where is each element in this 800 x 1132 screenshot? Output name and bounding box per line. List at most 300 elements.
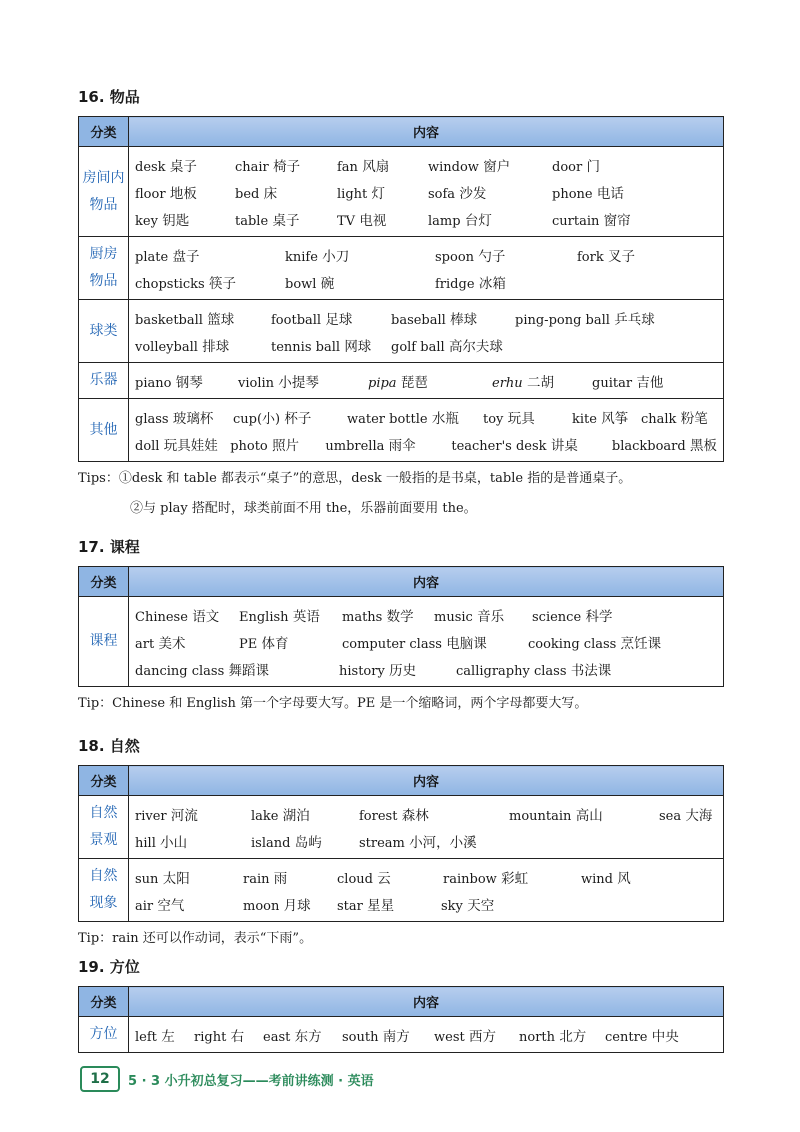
vocab-english: teacher's desk (451, 438, 547, 454)
vocab-row (135, 331, 717, 358)
vocab-english: erhu (492, 375, 523, 391)
vocab-item (428, 209, 552, 229)
vocab-english: rain (243, 871, 270, 887)
vocab-item (435, 272, 506, 292)
vocab-chinese: 天空 (467, 897, 495, 914)
vocab-item (135, 155, 235, 175)
vocab-english: plate (135, 249, 169, 265)
vocab-english: centre (605, 1029, 648, 1045)
vocab-item (577, 245, 635, 265)
vocab-item (434, 1025, 519, 1045)
vocab-item (135, 632, 239, 652)
vocab-item (251, 804, 359, 824)
vocab-item (271, 335, 391, 355)
vocab-english: door (552, 159, 583, 175)
vocab-english: floor (135, 186, 166, 202)
vocab-english: music (434, 609, 473, 625)
vocab-english: south (342, 1029, 379, 1045)
vocab-chinese: 篮球 (207, 311, 235, 328)
vocab-chinese: 森林 (401, 807, 429, 824)
vocab-chinese: 彩虹 (501, 870, 529, 887)
vocab-english: north (519, 1029, 556, 1045)
vocab-english: basketball (135, 312, 203, 328)
vocab-item (519, 1025, 605, 1045)
vocab-chinese: 吉他 (636, 374, 664, 391)
content-cell (129, 399, 724, 462)
vocab-chinese: 门 (586, 158, 600, 175)
vocab-chinese: 音乐 (477, 608, 505, 625)
vocab-item (263, 1025, 342, 1045)
vocab-item (641, 407, 708, 427)
vocab-item (515, 308, 655, 328)
category-cell (79, 363, 129, 399)
tip-text: Tip：Chinese 和 English 第一个字母要大写。PE 是一个缩略词，两个字母都要大写。 (78, 696, 588, 711)
vocab-chinese: 粉笔 (680, 410, 708, 427)
vocab-item (135, 407, 233, 427)
vocab-english: blackboard (611, 438, 686, 454)
vocab-chinese: 椅子 (273, 158, 301, 175)
vocab-english: photo (230, 438, 268, 454)
vocab-english: water bottle (347, 411, 428, 427)
vocab-chinese: 排球 (202, 338, 230, 355)
table-row (79, 796, 724, 859)
vocab-item (230, 434, 325, 454)
vocab-english: TV (337, 213, 356, 229)
vocab-item (235, 155, 337, 175)
vocab-item (135, 605, 239, 625)
vocab-item (581, 867, 631, 887)
vocab-chinese: 叉子 (608, 248, 636, 265)
vocab-item (194, 1025, 263, 1045)
section-courses (78, 536, 724, 717)
content-cell (129, 300, 724, 363)
vocab-row (135, 827, 717, 854)
vocab-english: knife (285, 249, 318, 265)
footer-book-title: 5 · 3 小升初总复习——考前讲练测 · 英语 (128, 1073, 374, 1089)
vocab-item (135, 308, 271, 328)
vocab-item (492, 371, 592, 391)
vocab-english: history (339, 663, 385, 679)
vocab-chinese: 数学 (386, 608, 414, 625)
table-row (79, 237, 724, 300)
vocab-english: fan (337, 159, 358, 175)
vocab-chinese: 月球 (283, 897, 311, 914)
vocab-item (552, 155, 600, 175)
vocab-english: golf ball (391, 339, 445, 355)
vocab-chinese: 乒乓球 (614, 311, 655, 328)
vocab-chinese: 小提琴 (278, 374, 319, 391)
vocab-item (135, 245, 285, 265)
section-title: 19. 方位 (78, 958, 140, 976)
vocab-row (135, 628, 717, 655)
vocab-chinese: 英语 (292, 608, 320, 625)
table-row (79, 859, 724, 922)
category-label: 物品 (89, 273, 118, 289)
vocab-item (251, 831, 359, 851)
vocab-english: Chinese (135, 609, 188, 625)
header-content: 内容 (129, 117, 724, 147)
table-row (79, 399, 724, 462)
vocab-chinese: 钢琴 (175, 374, 203, 391)
vocab-item (337, 867, 443, 887)
vocab-chinese: 河流 (170, 807, 198, 824)
category-cell (79, 237, 129, 300)
vocab-chinese: 西方 (469, 1028, 497, 1045)
vocab-item (135, 434, 230, 454)
vocab-item (271, 308, 391, 328)
category-cell (79, 1017, 129, 1053)
vocab-chinese: 照片 (272, 437, 300, 454)
vocab-chinese: 冰箱 (478, 275, 506, 292)
vocab-row (135, 403, 717, 430)
vocab-item (359, 831, 477, 851)
vocab-item (342, 1025, 434, 1045)
vocab-chinese: 左 (161, 1028, 175, 1045)
vocab-chinese: 岛屿 (294, 834, 322, 851)
vocab-item (483, 407, 572, 427)
category-cell (79, 300, 129, 363)
vocab-chinese: 小河，小溪 (409, 834, 477, 851)
header-content: 内容 (129, 567, 724, 597)
vocab-english: violin (238, 375, 275, 391)
content-cell (129, 796, 724, 859)
header-category: 分类 (79, 117, 129, 147)
vocab-chinese: 杯子 (284, 410, 312, 427)
vocab-english: sky (441, 898, 463, 914)
vocab-item (233, 407, 347, 427)
vocab-table (78, 986, 724, 1053)
vocab-english: kite (572, 411, 597, 427)
vocab-english: volleyball (135, 339, 198, 355)
vocab-item (243, 894, 337, 914)
vocab-item (135, 894, 243, 914)
vocab-chinese: 棒球 (450, 311, 478, 328)
vocab-item (428, 155, 552, 175)
header-content: 内容 (129, 766, 724, 796)
vocab-row (135, 367, 717, 394)
vocab-item (659, 804, 712, 824)
vocab-row (135, 268, 717, 295)
vocab-item (285, 272, 435, 292)
tip-text: Tip：rain 还可以作动词，表示“下雨”。 (78, 931, 313, 946)
vocab-chinese: 玻璃杯 (172, 410, 214, 427)
vocab-english: computer class (342, 636, 442, 652)
table-row (79, 1017, 724, 1053)
category-label: 厨房 (89, 246, 118, 262)
vocab-chinese: 烹饪课 (620, 635, 662, 652)
vocab-row (135, 151, 717, 178)
vocab-english: key (135, 213, 158, 229)
vocab-chinese: 窗帘 (603, 212, 631, 229)
section-items (78, 86, 724, 522)
section-title: 17. 课程 (78, 538, 140, 556)
category-cell (79, 796, 129, 859)
vocab-row (135, 241, 717, 268)
vocab-chinese: 风扇 (362, 158, 390, 175)
vocab-english: bed (235, 186, 260, 202)
vocab-english: chalk (641, 411, 677, 427)
vocab-item (391, 308, 515, 328)
vocab-chinese: 中央 (651, 1028, 679, 1045)
vocab-chinese: 体育 (261, 635, 289, 652)
vocab-item (337, 155, 428, 175)
vocab-chinese: 太阳 (162, 870, 190, 887)
vocab-english: bowl (285, 276, 317, 292)
vocab-chinese: 科学 (585, 608, 613, 625)
vocab-item (342, 632, 528, 652)
vocab-chinese: 勺子 (478, 248, 506, 265)
vocab-english: desk (135, 159, 166, 175)
vocab-row (135, 304, 717, 331)
vocab-english: sea (659, 808, 682, 824)
vocab-chinese: 玩具 (507, 410, 535, 427)
content-cell (129, 237, 724, 300)
vocab-chinese: 风筝 (601, 410, 629, 427)
vocab-english: glass (135, 411, 169, 427)
vocab-item (135, 272, 285, 292)
vocab-chinese: 地板 (169, 185, 197, 202)
vocab-item (337, 182, 428, 202)
vocab-english: ping-pong ball (515, 312, 610, 328)
vocab-chinese: 琵琶 (400, 374, 428, 391)
tip-text: Tips：①desk 和 table 都表示“桌子”的意思，desk 一般指的是书桌，table 指的是普通桌子。 (78, 471, 632, 486)
category-label: 物品 (89, 196, 118, 213)
vocab-chinese: 桌子 (169, 158, 197, 175)
vocab-chinese: 讲桌 (550, 437, 578, 454)
section-title: 18. 自然 (78, 737, 140, 755)
vocab-item (552, 182, 624, 202)
header-category: 分类 (79, 567, 129, 597)
vocab-chinese: 窗户 (483, 158, 511, 175)
vocab-chinese: 美术 (158, 635, 186, 652)
vocab-english: star (337, 898, 363, 914)
vocab-chinese: 钥匙 (162, 212, 190, 229)
vocab-row (135, 800, 717, 827)
vocab-chinese: 舞蹈课 (228, 662, 270, 679)
vocab-chinese: 沙发 (459, 185, 487, 202)
vocab-chinese: 雨 (273, 870, 288, 887)
vocab-row (135, 1021, 717, 1048)
vocab-item (235, 209, 337, 229)
vocab-english: moon (243, 898, 280, 914)
vocab-item (285, 245, 435, 265)
vocab-english: pipa (368, 375, 397, 391)
vocab-table (78, 566, 724, 687)
vocab-english: spoon (435, 249, 475, 265)
vocab-item (552, 209, 631, 229)
vocab-row (135, 601, 717, 628)
vocab-chinese: 盘子 (172, 248, 200, 265)
vocab-english: west (434, 1029, 465, 1045)
content-cell (129, 1017, 724, 1053)
vocab-english: hill (135, 835, 156, 851)
vocab-item (359, 804, 509, 824)
vocab-english: umbrella (325, 438, 385, 454)
page-number: 12 (80, 1066, 120, 1092)
vocab-english: mountain (509, 808, 572, 824)
vocab-english: lamp (428, 213, 461, 229)
table-row (79, 147, 724, 237)
category-label: 方位 (89, 1026, 118, 1042)
vocab-english: tennis ball (271, 339, 341, 355)
vocab-table (78, 765, 724, 922)
vocab-chinese: 南方 (382, 1028, 410, 1045)
vocab-item (337, 894, 441, 914)
vocab-english: light (337, 186, 368, 202)
vocab-english: window (428, 159, 479, 175)
vocab-item (135, 209, 235, 229)
vocab-item (509, 804, 659, 824)
vocab-item (135, 1025, 194, 1045)
category-label: 球类 (89, 322, 118, 339)
vocab-chinese: 湖泊 (282, 807, 310, 824)
header-content: 内容 (129, 987, 724, 1017)
vocab-chinese: 高山 (575, 807, 603, 824)
vocab-item (135, 182, 235, 202)
vocab-english: PE (239, 636, 258, 652)
vocab-chinese: 足球 (325, 311, 353, 328)
vocab-english: fork (577, 249, 604, 265)
header-category: 分类 (79, 766, 129, 796)
vocab-item (235, 182, 337, 202)
vocab-item (532, 605, 612, 625)
vocab-english: maths (342, 609, 383, 625)
vocab-chinese: 玩具娃娃 (163, 437, 218, 454)
content-cell (129, 859, 724, 922)
header-category: 分类 (79, 987, 129, 1017)
vocab-english: east (263, 1029, 291, 1045)
vocab-row (135, 863, 717, 890)
vocab-chinese: 桌子 (272, 212, 300, 229)
vocab-english: wind (581, 871, 613, 887)
vocab-chinese: 二胡 (526, 374, 554, 391)
vocab-chinese: 历史 (389, 662, 417, 679)
section-directions (78, 956, 724, 1053)
vocab-item (342, 605, 434, 625)
vocab-row (135, 655, 717, 682)
category-label: 自然 (89, 805, 118, 821)
vocab-item (391, 335, 503, 355)
vocab-english: science (532, 609, 582, 625)
vocab-english: phone (552, 186, 593, 202)
vocab-chinese: 水瓶 (431, 410, 459, 427)
vocab-chinese: 碗 (320, 275, 335, 292)
vocab-english: forest (359, 808, 398, 824)
vocab-english: guitar (592, 375, 633, 391)
vocab-item (612, 434, 717, 454)
vocab-english: island (251, 835, 291, 851)
vocab-item (325, 434, 451, 454)
vocab-english: cooking class (528, 636, 617, 652)
vocab-chinese: 书法课 (570, 662, 612, 679)
vocab-item (428, 182, 552, 202)
vocab-chinese: 电脑课 (446, 635, 487, 652)
category-cell (79, 597, 129, 687)
vocab-item (337, 209, 428, 229)
vocab-item (434, 605, 532, 625)
category-label: 其他 (89, 421, 118, 438)
tip-text: ②与 play 搭配时，球类前面不用 the，乐器前面要用 the。 (130, 501, 477, 516)
vocab-item (135, 659, 339, 679)
vocab-english: cloud (337, 871, 373, 887)
vocab-item (451, 434, 612, 454)
category-label: 自然 (89, 868, 118, 884)
vocab-item (435, 245, 577, 265)
vocab-item (572, 407, 641, 427)
vocab-item (592, 371, 663, 391)
vocab-item (456, 659, 611, 679)
vocab-english: sun (135, 871, 159, 887)
vocab-item (239, 605, 342, 625)
vocab-row (135, 430, 717, 457)
content-cell (129, 597, 724, 687)
section-nature (78, 735, 724, 952)
vocab-english: dancing class (135, 663, 225, 679)
vocab-chinese: 小刀 (322, 248, 350, 265)
vocab-row (135, 890, 717, 917)
vocab-item (605, 1025, 679, 1045)
vocab-chinese: 雨伞 (388, 437, 416, 454)
category-label: 现象 (89, 895, 118, 911)
vocab-english: rainbow (443, 871, 497, 887)
vocab-english: fridge (435, 276, 475, 292)
vocab-english: chair (235, 159, 269, 175)
vocab-english: stream (359, 835, 405, 851)
category-label: 房间内 (82, 169, 125, 186)
vocab-chinese: 北方 (559, 1028, 587, 1045)
category-cell (79, 399, 129, 462)
table-row (79, 300, 724, 363)
table-row (79, 597, 724, 687)
category-label: 景观 (89, 832, 118, 848)
vocab-item (347, 407, 483, 427)
vocab-chinese: 右 (230, 1028, 245, 1045)
vocab-chinese: 高尔夫球 (448, 338, 503, 355)
vocab-english: curtain (552, 213, 600, 229)
vocab-english: lake (251, 808, 279, 824)
vocab-item (239, 632, 342, 652)
vocab-chinese: 电视 (359, 212, 387, 229)
vocab-item (135, 335, 271, 355)
vocab-english: doll (135, 438, 160, 454)
vocab-item (135, 804, 251, 824)
vocab-chinese: 星星 (367, 897, 395, 914)
vocab-english: art (135, 636, 155, 652)
vocab-chinese: 大海 (685, 807, 713, 824)
vocab-english: piano (135, 375, 172, 391)
vocab-chinese: 台灯 (464, 212, 492, 229)
vocab-english: English (239, 609, 289, 625)
vocab-chinese: 小山 (160, 834, 188, 851)
category-label: 课程 (89, 633, 118, 649)
vocab-chinese: 网球 (344, 338, 372, 355)
category-cell (79, 147, 129, 237)
vocab-english: table (235, 213, 269, 229)
vocab-chinese: 东方 (294, 1028, 322, 1045)
vocab-row (135, 205, 717, 232)
category-label: 乐器 (89, 372, 118, 388)
content-cell (129, 363, 724, 399)
table-row (79, 363, 724, 399)
vocab-chinese: 空气 (157, 897, 185, 914)
vocab-item (339, 659, 456, 679)
vocab-row (135, 178, 717, 205)
vocab-english: baseball (391, 312, 446, 328)
vocab-chinese: 电话 (596, 185, 624, 202)
vocab-english: football (271, 312, 322, 328)
vocab-item (135, 831, 251, 851)
vocab-item (443, 867, 581, 887)
